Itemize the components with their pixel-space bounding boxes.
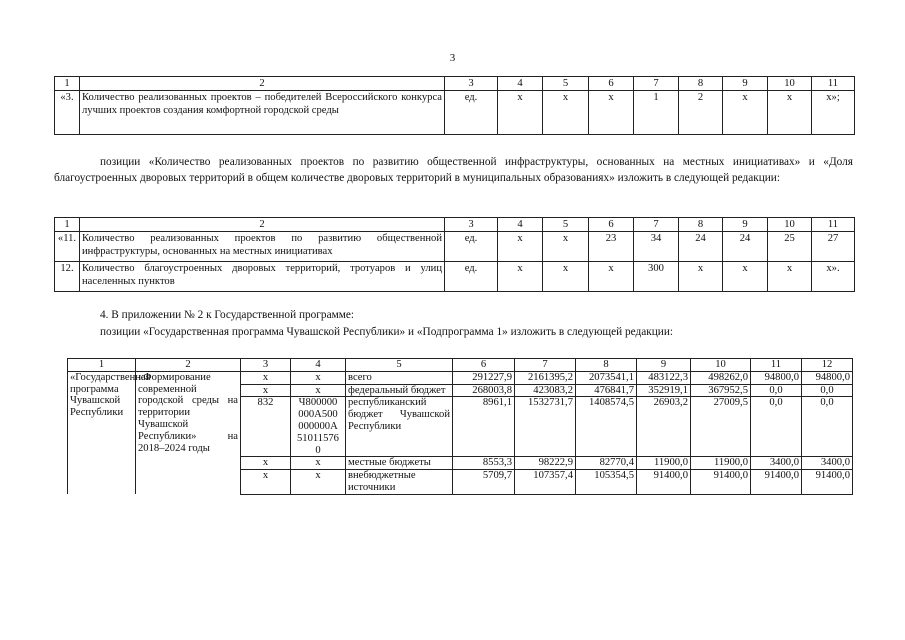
value-cell: 94800,0: [802, 371, 853, 384]
code-cell: х: [241, 457, 291, 470]
code-cell: х: [291, 457, 346, 470]
value-cell: х: [723, 91, 768, 135]
value-cell: 11900,0: [637, 457, 691, 470]
table-row: [55, 262, 855, 292]
source-cell: местные бюджеты: [346, 457, 453, 470]
value-cell: 0,0: [751, 397, 802, 457]
table-header-row: [68, 359, 853, 372]
code-cell: х: [241, 384, 291, 397]
header-cell: 11: [812, 77, 855, 91]
header-cell: 11: [812, 218, 855, 232]
code-cell: Ч800000000А500000000А510115760: [291, 397, 346, 457]
value-cell: 27: [812, 232, 855, 262]
header-cell: 3: [445, 77, 498, 91]
header-cell: 2: [80, 77, 445, 91]
value-cell: 8961,1: [453, 397, 515, 457]
value-cell: 3400,0: [802, 457, 853, 470]
code-cell: 832: [241, 397, 291, 457]
unit-cell: ед.: [445, 232, 498, 262]
value-cell: х: [589, 262, 634, 292]
code-cell: х: [291, 470, 346, 495]
source-cell: республиканский бюджет Чувашской Республики: [346, 397, 453, 457]
value-cell: 300: [634, 262, 679, 292]
page-number: 3: [449, 52, 456, 64]
header-cell: 12: [802, 359, 853, 372]
value-cell: 107357,4: [515, 470, 576, 495]
value-cell: 27009,5: [691, 397, 751, 457]
value-cell: 91400,0: [751, 470, 802, 495]
value-cell: 105354,5: [576, 470, 637, 495]
unit-cell: ед.: [445, 262, 498, 292]
unit-cell: ед.: [445, 91, 498, 135]
value-cell: х».: [812, 262, 855, 292]
value-cell: х: [543, 91, 589, 135]
header-cell: 10: [768, 77, 812, 91]
value-cell: 91400,0: [802, 470, 853, 495]
header-cell: 5: [543, 218, 589, 232]
header-cell: 11: [751, 359, 802, 372]
header-cell: 2: [136, 359, 241, 372]
header-cell: 1: [68, 359, 136, 372]
value-cell: х: [498, 262, 543, 292]
indicators-table-1: [54, 76, 855, 135]
header-cell: 8: [679, 218, 723, 232]
value-cell: х: [589, 91, 634, 135]
value-cell: 0,0: [802, 397, 853, 457]
value-cell: 1532731,7: [515, 397, 576, 457]
value-cell: х»;: [812, 91, 855, 135]
value-cell: 352919,1: [637, 384, 691, 397]
source-cell: федеральный бюджет: [346, 384, 453, 397]
value-cell: 423083,2: [515, 384, 576, 397]
table-header-row: [55, 77, 855, 91]
value-cell: 5709,7: [453, 470, 515, 495]
value-cell: 0,0: [802, 384, 853, 397]
value-cell: 82770,4: [576, 457, 637, 470]
header-cell: 1: [55, 77, 80, 91]
value-cell: 23: [589, 232, 634, 262]
row-number: «3.: [55, 91, 80, 135]
value-cell: 1408574,5: [576, 397, 637, 457]
value-cell: 34: [634, 232, 679, 262]
table-row: [55, 232, 855, 262]
header-cell: 5: [543, 77, 589, 91]
indicator-name: Количество благоустроенных дворовых территорий, тротуаров и улиц населенных пунктов: [80, 262, 445, 292]
table-row: [68, 371, 853, 384]
value-cell: 2161395,2: [515, 371, 576, 384]
header-cell: 9: [723, 218, 768, 232]
value-cell: 8553,3: [453, 457, 515, 470]
value-cell: х: [679, 262, 723, 292]
header-cell: 7: [634, 218, 679, 232]
header-cell: 4: [498, 77, 543, 91]
header-cell: 5: [346, 359, 453, 372]
code-cell: х: [241, 371, 291, 384]
value-cell: х: [498, 232, 543, 262]
header-cell: 7: [515, 359, 576, 372]
value-cell: 3400,0: [751, 457, 802, 470]
instruction-paragraph: позиции «Государственная программа Чувашской Республики» и «Подпрограмма 1» изложить в следующей редакции:: [100, 326, 674, 338]
header-cell: 3: [241, 359, 291, 372]
value-cell: 367952,5: [691, 384, 751, 397]
header-cell: 3: [445, 218, 498, 232]
header-cell: 6: [589, 218, 634, 232]
value-cell: 24: [679, 232, 723, 262]
source-cell: внебюджетные источники: [346, 470, 453, 495]
value-cell: 11900,0: [691, 457, 751, 470]
value-cell: 94800,0: [751, 371, 802, 384]
header-cell: 8: [576, 359, 637, 372]
table-row: [55, 91, 855, 135]
header-cell: 4: [498, 218, 543, 232]
indicator-name: Количество реализованных проектов по развитию общественной инфраструктуры, основанных на местных инициативах: [80, 232, 445, 262]
funding-table: [67, 358, 853, 495]
value-cell: 26903,2: [637, 397, 691, 457]
value-cell: 98222,9: [515, 457, 576, 470]
table-header-row: [55, 218, 855, 232]
code-cell: х: [291, 371, 346, 384]
value-cell: 25: [768, 232, 812, 262]
value-cell: 91400,0: [691, 470, 751, 495]
header-cell: 9: [637, 359, 691, 372]
header-cell: 10: [691, 359, 751, 372]
subprogram-name-cell: «Формирование современной городской среды на территории Чувашской Республики» на 2018–2024 годы: [136, 371, 241, 494]
header-cell: 9: [723, 77, 768, 91]
header-cell: 7: [634, 77, 679, 91]
value-cell: 291227,9: [453, 371, 515, 384]
value-cell: 2073541,1: [576, 371, 637, 384]
header-cell: 1: [55, 218, 80, 232]
indicators-table-2: [54, 217, 855, 292]
value-cell: 483122,3: [637, 371, 691, 384]
header-cell: 2: [80, 218, 445, 232]
value-cell: 91400,0: [637, 470, 691, 495]
value-cell: х: [723, 262, 768, 292]
section-heading: 4. В приложении № 2 к Государственной программе:: [100, 309, 355, 321]
header-cell: 6: [453, 359, 515, 372]
instruction-paragraph: позиции «Количество реализованных проектов по развитию общественной инфраструктуры, основанных на местных инициативах» и «Доля благоустроенных дворовых территорий в общем количестве дворовых территорий в муниципальных образованиях» изложить в следующей редакции:: [54, 156, 853, 184]
header-cell: 10: [768, 218, 812, 232]
value-cell: 0,0: [751, 384, 802, 397]
header-cell: 4: [291, 359, 346, 372]
value-cell: 24: [723, 232, 768, 262]
value-cell: 268003,8: [453, 384, 515, 397]
value-cell: х: [498, 91, 543, 135]
value-cell: х: [543, 262, 589, 292]
code-cell: х: [291, 384, 346, 397]
header-cell: 8: [679, 77, 723, 91]
row-number: «11.: [55, 232, 80, 262]
value-cell: х: [543, 232, 589, 262]
value-cell: 476841,7: [576, 384, 637, 397]
row-number: 12.: [55, 262, 80, 292]
value-cell: х: [768, 262, 812, 292]
source-cell: всего: [346, 371, 453, 384]
value-cell: 2: [679, 91, 723, 135]
indicator-name: Количество реализованных проектов – победителей Всероссийского конкурса лучших проектов создания комфортной городской среды: [80, 91, 445, 135]
program-name-cell: «Государственная программа Чувашской Республики: [68, 371, 136, 494]
value-cell: х: [768, 91, 812, 135]
code-cell: х: [241, 470, 291, 495]
header-cell: 6: [589, 77, 634, 91]
value-cell: 498262,0: [691, 371, 751, 384]
value-cell: 1: [634, 91, 679, 135]
